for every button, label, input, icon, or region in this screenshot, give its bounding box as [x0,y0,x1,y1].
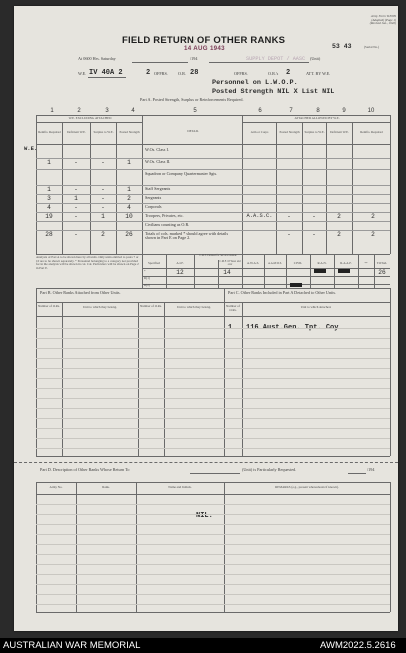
row-detail: Corporals [145,204,162,209]
footer-bar [0,638,406,653]
part-d-year: /194 [367,467,375,472]
analysis-header: C.M.F. 18 Years and over [219,260,241,266]
table-cell: 2 [371,213,375,220]
table-cell: - [101,204,105,211]
serial-value: 53 43 [332,43,352,50]
ruled-line [36,378,390,379]
ruled-line [36,328,390,329]
form-sheet [14,6,398,631]
sub-header: Deficient W.E. [67,130,86,134]
analysis-row-marker: R(1) [144,276,150,280]
ruled-line [36,388,390,389]
table-cell: 26 [125,231,133,238]
table-cell: 1 [127,186,131,193]
analysis-header: ** [364,261,368,265]
table-cell: 3 [47,195,51,202]
analysis-header: R.A.A.F. [340,261,352,265]
analysis-note: Analysis of Part A to be shown here by all units. Only units entitled to posts 7 or 10 are to be shown separately. * Personnel belonging to a category not provided for in the analysis will be shown in col. Cal. Particulars will be shown on Page 2 in Part E. [36,256,139,270]
analysis-header: CIVIL [293,261,303,265]
form-number-line: Army Form W.3009 [370,14,396,18]
analysis-header: A.I.F. [176,261,184,265]
ruled-line [36,408,390,409]
part-c-col-header: Unit to which detached. [300,305,332,309]
table-cell: - [312,213,316,220]
ruled-line [36,358,390,359]
part-c-title: Part C. Other Ranks Included in Part A Detached to Other Units. [228,290,337,295]
ruled-line [36,554,390,555]
analysis-header: A.A.M.W.S. [268,262,282,265]
or-label: O.R. [178,71,186,76]
col-number: 7 [289,108,293,114]
we-excl-header: W.E. EXCLUDING ATTACHED [68,116,112,120]
table-cell: 10 [125,213,133,220]
analysis-header: A.W.A.S. [246,261,260,265]
ruled-line [36,368,390,369]
table-cell: 1 [127,159,131,166]
table-cell: - [74,213,78,220]
analysis-header: TOTAL [376,261,388,265]
redaction-block [290,283,302,287]
form-number [332,15,396,26]
table-cell: 1 [74,195,78,202]
col-number: 3 [105,108,109,114]
table-cell: 28 [45,231,53,238]
detail-header: DETAIL [187,129,199,133]
analysis-header: Specified [147,261,161,265]
att-label: ATT. BY W.E. [306,71,331,76]
ruled-line [36,504,390,505]
part-d-title: Part D. Description of Other Ranks Whose Return To [40,467,130,472]
table-cell: - [74,204,78,211]
col-number: 4 [131,108,135,114]
page-title: FIELD RETURN OF OTHER RANKS [122,35,286,46]
table-cell: 4 [47,204,51,211]
analysis-header: R.A.N. [317,261,327,265]
col-number: 10 [367,108,375,114]
col-number: 2 [77,108,81,114]
redaction-block [338,269,350,273]
analysis-value: 14 [223,269,231,276]
part-d-col-header: Army No. [49,485,63,489]
redaction-block [314,269,326,273]
or2-label: O.R.'s [268,71,279,76]
table-cell: 2 [371,231,375,238]
table-cell: - [74,231,78,238]
we-mark: W.E. [24,145,38,152]
table-cell: - [74,159,78,166]
col-number: 1 [50,108,54,114]
row-detail: W.Os. Class II. [145,159,171,164]
sub-header: Reinfts. Required [360,130,383,134]
form-number-line: (Revised Jan., 1940) [369,21,396,26]
offrs2-label: OFFRS. [234,71,248,76]
table-cell: - [101,195,105,202]
col-number: 9 [342,108,346,114]
table-cell: 2 [101,231,105,238]
table-cell: 1 [47,159,51,166]
ruled-line [36,564,390,565]
part-d-col-header: REMARKS (e.g., present whereabouts if known). [275,485,339,489]
sub-header: Arm or Corps [250,130,269,134]
part-c-entry-unit: 116 Aust.Gen. Tpt. Coy [246,324,339,332]
analysis-value: 12 [176,269,184,276]
table-cell: - [74,186,78,193]
table-cell: A.A.S.C. [246,213,273,219]
ruled-line [36,574,390,575]
row-detail: Civilians counting as O.R. [145,222,190,227]
part-a-title: Part A. Posted Strength, Surplus or Reinforcements Required. [140,97,244,102]
we-label: W.E. [78,71,87,76]
year-label: /194 [190,56,198,61]
ruled-line [36,428,390,429]
analysis-row-marker: * [144,269,146,273]
part-b-col-header: Number of O.Rs. [38,304,60,308]
unit-label: (Unit) [310,56,321,61]
row-detail: Sergeants [145,195,162,200]
part-b-title: Part B. Other Ranks Attached from Other Units. [40,290,121,295]
table-cell: - [287,231,291,238]
ruled-line [36,418,390,419]
part-d-col-header: Rank. [102,485,110,489]
sub-header: Surplus to W.E. [93,130,114,134]
offrs-value: 2 [146,69,151,77]
row-detail: Troopers, Privates, etc. [145,213,184,218]
table-cell: 2 [337,231,341,238]
sub-header: Deficient W.E. [330,130,349,134]
analysis-value: 26 [378,269,386,276]
footer-accession: AWM2022.5.2616 [320,640,396,651]
ruled-line [36,338,390,339]
table-cell: - [287,213,291,220]
part-d-value: NIL. [196,512,213,520]
ruled-line [36,348,390,349]
corps-stamp: SUPPLY DEPOT / AASC [246,56,306,62]
table-cell: 2 [337,213,341,220]
part-b-col-header: Unit to which they belong. [176,305,212,309]
ruled-line [36,438,390,439]
table-cell: 1 [47,186,51,193]
table-cell: 2 [127,195,131,202]
table-cell: 1 [101,213,105,220]
part-b-col-header: Unit to which they belong. [82,305,118,309]
date-stamp: 14 AUG 1943 [184,45,225,52]
part-c-col-header: Number of O.Rs. [226,304,240,312]
ruled-line [36,514,390,515]
ruled-line [36,398,390,399]
row-detail: Staff Sergeants [145,186,171,191]
part-d-col-header: Name and Initials. [168,485,192,489]
part-c-entry-number: 1 [228,324,233,332]
sub-header: Posted Strength [279,130,300,134]
part-d-title-tail: (Unit) is Particularly Requested. [242,467,297,472]
col-number: 6 [258,108,262,114]
table-cell: 4 [127,204,131,211]
or-value: 28 [190,69,199,77]
we-value: IV 40A 2 [89,69,123,77]
posted-line: Posted Strength NIL X List NIL [212,88,335,96]
ruled-line [36,448,390,449]
serial-label: (Serial No.) [364,45,380,49]
row-detail: Totals of cols. marked * should agree with details shown in Part E on Page 2. [145,231,229,241]
ruled-line [36,584,390,585]
ruled-line [36,594,390,595]
table-cell: - [101,159,105,166]
attached-header: ATTACHED ALLOWED BY W.E. [294,116,340,120]
sub-header: Posted Strength [119,130,140,134]
tear-line [14,462,398,463]
table-cell: - [312,231,316,238]
sub-header: Surplus to W.E. [304,130,325,134]
ruled-line [36,604,390,605]
analysis-header: C.M.F. Enlisted for Service Outside [199,254,237,257]
form-number-line: (Adapted) (Page 1) [371,17,396,22]
personnel-line: Personnel on L.W.O.P. [212,79,298,87]
sub-header: Reinfts. Required [38,130,61,134]
row-detail: W.Os. Class I. [145,147,169,152]
ruled-line [36,544,390,545]
or2-value: 2 [286,69,291,77]
col-number: 5 [193,108,197,114]
col-number: 8 [316,108,320,114]
footer-credit: AUSTRALIAN WAR MEMORIAL [3,640,141,651]
offrs-label: OFFRS. [154,71,168,76]
at-line: At 0600 Hrs. Saturday [78,56,116,61]
table-cell: - [101,186,105,193]
ruled-line [36,534,390,535]
table-cell: 19 [45,213,53,220]
analysis-row-marker: R(2) [144,283,150,287]
row-detail: Squadron or Company Quartermaster Sgts. [145,171,218,176]
part-b-col-header: Number of O.Rs. [140,304,162,308]
ruled-line [36,524,390,525]
